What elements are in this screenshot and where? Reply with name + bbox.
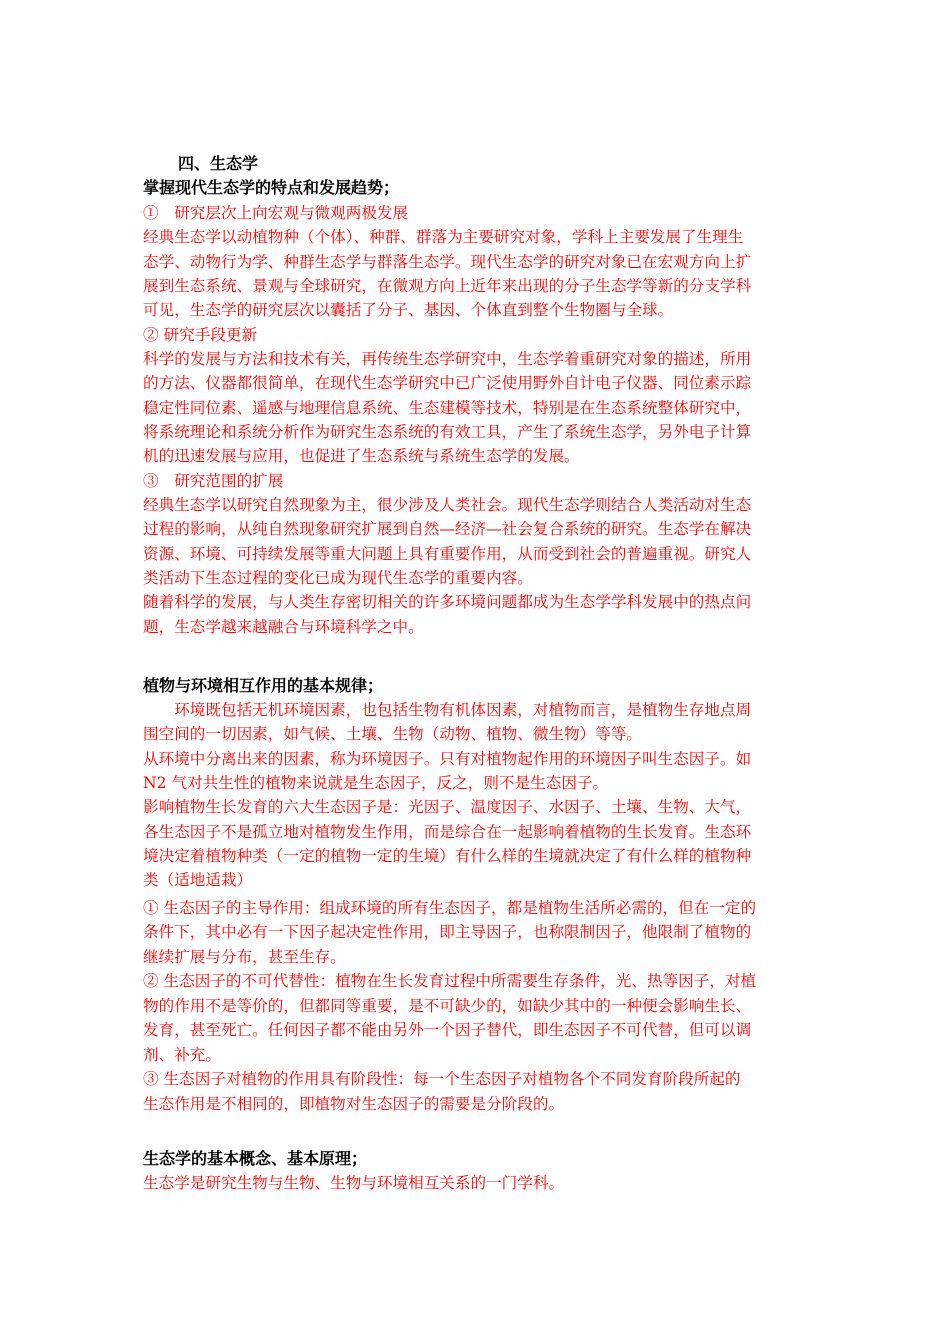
block2-line: ③ 生态因子对植物的作用具有阶段性：每一个生态因子对植物各个不同发育阶段所起的: [143, 1070, 741, 1088]
block1-line: ③ 研究范围的扩展: [143, 472, 284, 490]
block1-line: 科学的发展与方法和技术有关，再传统生态学研究中，生态学着重研究对象的描述，所用: [143, 350, 752, 368]
block1-line: 机的迅速发展与应用，也促进了生态系统与系统生态学的发展。: [143, 447, 580, 465]
block2-line: 发育，甚至死亡。任何因子都不能由另外一个因子替代，即生态因子不可代替，但可以调: [143, 1021, 752, 1039]
section-title: 四、生态学: [178, 154, 259, 173]
block2-line: 从环境中分离出来的因素，称为环境因子。只有对植物起作用的环境因子叫生态因子。如: [143, 750, 752, 768]
block2-line: 继续扩展与分布，甚至生存。: [143, 948, 346, 966]
block1-line: ② 研究手段更新: [143, 326, 258, 344]
block1-line: 将系统理论和系统分析作为研究生态系统的有效工具，产生了系统生态学，另外电子计算: [143, 423, 752, 441]
block1-line: 题，生态学越来越融合与环境科学之中。: [143, 618, 424, 636]
block1-line: 经典生态学以研究自然现象为主，很少涉及人类社会。现代生态学则结合人类活动对生态: [143, 496, 752, 514]
block2-line: 围空间的一切因素，如气候、土壤、生物（动物、植物、微生物）等等。: [143, 725, 643, 743]
block2-line: 影响植物生长发育的六大生态因子是：光因子、温度因子、水因子、土壤、生物、大气，: [143, 798, 752, 816]
block1-line: 态学、动物行为学、种群生态学与群落生态学。现代生态学的研究对象已在宏观方向上扩: [143, 253, 752, 271]
block3-heading: 生态学的基本概念、基本原理；: [143, 1149, 368, 1168]
block1-line: 的方法、仪器都很简单，在现代生态学研究中已广泛使用野外自计电子仪器、同位素示踪: [143, 374, 752, 392]
block2-line: N2 气对共生性的植物来说就是生态因子，反之，则不是生态因子。: [143, 774, 609, 792]
block2-line: 生态作用是不相同的，即植物对生态因子的需要是分阶段的。: [143, 1095, 565, 1113]
block1-line: 随着科学的发展，与人类生存密切相关的许多环境问题都成为生态学学科发展中的热点问: [143, 593, 752, 611]
block2-line: 条件下，其中必有一下因子起决定性作用，即主导因子，也称限制因子，他限制了植物的: [143, 923, 752, 941]
block2-line: 环境既包括无机环境因素，也包括生物有机体因素，对植物而言，是植物生存地点周: [143, 701, 752, 719]
block1-line: 稳定性同位素、遥感与地理信息系统、生态建模等技术，特别是在生态系统整体研究中，: [143, 399, 752, 417]
block2-line: 类（适地适栽）: [143, 871, 253, 889]
block2-line: 物的作用不是等价的，但都同等重要，是不可缺少的，如缺少其中的一种便会影响生长、: [143, 997, 752, 1015]
block2-heading: 植物与环境相互作用的基本规律；: [143, 676, 384, 695]
block2-line: 各生态因子不是孤立地对植物发生作用，而是综合在一起影响着植物的生长发育。生态环: [143, 823, 752, 841]
block1-line: 展到生态系统、景观与全球研究，在微观方向上近年来出现的分子生态学等新的分支学科: [143, 277, 752, 295]
block2-line: ① 生态因子的主导作用：组成环境的所有生态因子，都是植物生活所必需的，但在一定的: [143, 899, 757, 917]
block2-line: ② 生态因子的不可代替性：植物在生长发育过程中所需要生存条件，光、热等因子，对植: [143, 972, 757, 990]
block1-line: 可见，生态学的研究层次以囊括了分子、基因、个体直到整个生物圈与全球。: [143, 301, 674, 319]
block1-line: 过程的影响，从纯自然现象研究扩展到自然—经济—社会复合系统的研究。生态学在解决: [143, 520, 752, 538]
block1-line: ① 研究层次上向宏观与微观两极发展: [143, 204, 409, 222]
block3-line: 生态学是研究生物与生物、生物与环境相互关系的一门学科。: [143, 1174, 565, 1192]
block1-line: 经典生态学以动植物种（个体）、种群、群落为主要研究对象，学科上主要发展了生理生: [143, 228, 744, 246]
block1-line: 类活动下生态过程的变化已成为现代生态学的重要内容。: [143, 569, 533, 587]
block2-line: 剂、补充。: [143, 1046, 221, 1064]
block1-line: 资源、环境、可持续发展等重大问题上具有重要作用，从而受到社会的普遍重视。研究人: [143, 545, 752, 563]
block2-line: 境决定着植物种类（一定的植物一定的生境）有什么样的生境就决定了有什么样的植物种: [143, 847, 752, 865]
block1-heading: 掌握现代生态学的特点和发展趋势；: [143, 178, 400, 197]
